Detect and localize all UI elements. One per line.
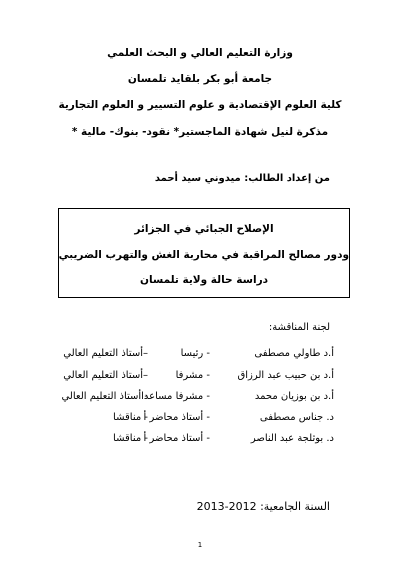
jury-row [40,412,334,426]
jury-member-role: - أستاذ محاضر أ [143,433,210,444]
jury-member-name: د. جناس مصطفى [259,412,334,423]
thesis-heading: مذكرة لنيل شهادة الماجستير* نقود- بنوك- مالية * [71,126,329,138]
academic-year: السنة الجامعية: 2012-2013 [196,500,330,513]
jury-member-title: - مناقشا [113,412,148,423]
jury-member-name: أ.د بن حبيب عبد الرزاق [237,370,334,381]
jury-row [40,391,334,405]
jury-member-role: - رئيسا [180,348,210,359]
jury-member-name: أ.د بن بوزيان محمد [254,391,334,402]
jury-label: لجنة المناقشة: [268,322,330,333]
jury-row [40,433,334,447]
jury-row [40,370,334,384]
jury-member-title: –أستاذ التعليم العالي [63,348,148,359]
title-box [58,208,350,298]
jury-member-title: - أستاذ التعليم العالي [61,391,148,402]
jury-member-title: - مناقشا [113,433,148,444]
faculty-heading: كلية العلوم الإقتصادية و علوم التسيير و العلوم التجارية [58,99,342,111]
student-name: من إعداد الطالب: ميدوني سيد أحمد [154,173,330,184]
ministry-heading: وزارة التعليم العالي و البحث العلمي [107,47,293,59]
title-line-2: ودور مصالح المراقبة في محاربة الغش والتهرب الضريبي [58,249,349,261]
jury-member-title: –أستاذ التعليم العالي [63,370,148,381]
jury-member-name: أ.د طاولي مصطفى [254,348,334,359]
university-heading: جامعة أبو بكر بلقايد تلمسان [127,73,273,85]
jury-member-role: - مشرفا مساعدا [141,391,210,402]
title-line-3: دراسة حالة ولاية تلمسان [139,274,269,286]
jury-member-role: - مشرفا [175,370,210,381]
jury-row [40,348,334,362]
jury-member-name: د. بوثلجة عبد الناصر [250,433,334,444]
title-line-1: الإصلاح الجبائي في الجزائر [134,223,274,235]
jury-member-role: - أستاذ محاضر أ [143,412,210,423]
page-number: 1 [197,541,203,549]
